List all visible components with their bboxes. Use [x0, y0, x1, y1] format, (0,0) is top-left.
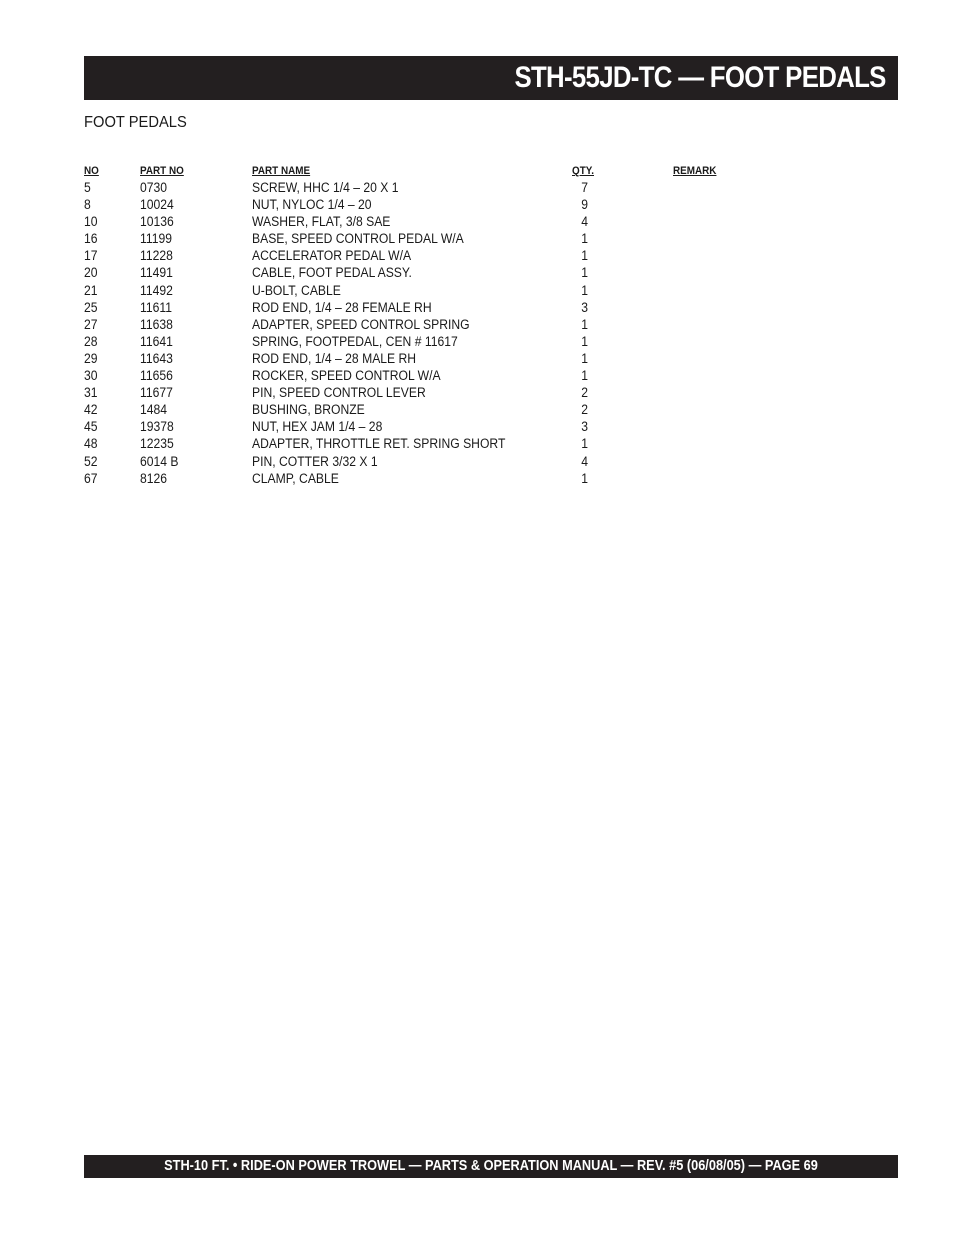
cell-part-no: 6014 B — [140, 453, 179, 469]
table-row — [84, 418, 784, 435]
cell-part-no: 10136 — [140, 214, 174, 230]
page-header-bar — [84, 56, 898, 100]
table-body — [84, 179, 784, 487]
table-row — [84, 350, 784, 367]
cell-no: 28 — [84, 333, 98, 349]
cell-qty: 1 — [581, 231, 588, 247]
cell-part-no: 11491 — [140, 265, 173, 281]
cell-part-name: ROD END, 1/4 – 28 MALE RH — [252, 350, 417, 366]
cell-qty: 1 — [581, 248, 588, 264]
cell-no: 42 — [84, 402, 98, 418]
table-row — [84, 367, 784, 384]
table-row — [84, 264, 784, 281]
cell-part-name: ACCELERATOR PEDAL W/A — [252, 248, 412, 264]
cell-part-name: NUT, NYLOC 1/4 – 20 — [252, 197, 372, 213]
cell-qty: 1 — [581, 368, 588, 384]
table-row — [84, 435, 784, 452]
cell-no: 27 — [84, 316, 98, 332]
cell-part-no: 11643 — [140, 350, 173, 366]
cell-qty: 1 — [581, 470, 588, 486]
cell-part-no: 1484 — [140, 402, 168, 418]
parts-table — [84, 163, 784, 487]
cell-no: 10 — [84, 214, 98, 230]
cell-no: 8 — [84, 197, 91, 213]
cell-part-name: SCREW, HHC 1/4 – 20 X 1 — [252, 180, 399, 195]
table-row — [84, 299, 784, 316]
cell-part-no: 0730 — [140, 180, 168, 195]
cell-part-name: ADAPTER, THROTTLE RET. SPRING SHORT — [252, 436, 506, 452]
cell-part-no: 11611 — [140, 299, 172, 315]
table-row — [84, 213, 784, 230]
cell-part-name: BUSHING, BRONZE — [252, 402, 365, 418]
cell-qty: 1 — [581, 265, 588, 281]
cell-qty: 4 — [581, 214, 588, 230]
cell-part-name: U-BOLT, CABLE — [252, 282, 341, 298]
cell-part-name: ROCKER, SPEED CONTROL W/A — [252, 368, 441, 384]
cell-qty: 1 — [581, 350, 588, 366]
cell-qty: 1 — [581, 316, 588, 332]
cell-part-no: 8126 — [140, 470, 168, 486]
cell-part-no: 11492 — [140, 282, 173, 298]
table-header-row — [84, 163, 784, 179]
table-row — [84, 453, 784, 470]
cell-part-no: 11656 — [140, 368, 173, 384]
cell-no: 21 — [84, 282, 98, 298]
table-row — [84, 282, 784, 299]
column-header-qty: QTY. — [572, 165, 595, 177]
column-header-part-no: PART NO — [140, 165, 184, 177]
cell-no: 17 — [84, 248, 98, 264]
section-title: FOOT PEDALS — [84, 114, 187, 131]
cell-qty: 1 — [581, 333, 588, 349]
cell-no: 30 — [84, 368, 98, 384]
cell-part-name: ROD END, 1/4 – 28 FEMALE RH — [252, 299, 432, 315]
cell-part-name: ADAPTER, SPEED CONTROL SPRING — [252, 316, 470, 332]
column-header-no: NO — [84, 165, 99, 177]
table-row — [84, 196, 784, 213]
cell-no: 31 — [84, 385, 98, 401]
cell-no: 52 — [84, 453, 98, 469]
cell-no: 16 — [84, 231, 98, 247]
cell-qty: 4 — [581, 453, 588, 469]
cell-no: 45 — [84, 419, 98, 435]
cell-part-no: 11677 — [140, 385, 173, 401]
cell-no: 67 — [84, 470, 98, 486]
cell-part-name: BASE, SPEED CONTROL PEDAL W/A — [252, 231, 464, 247]
cell-part-name: NUT, HEX JAM 1/4 – 28 — [252, 419, 383, 435]
cell-no: 20 — [84, 265, 98, 281]
table-row — [84, 470, 784, 487]
cell-part-name: PIN, SPEED CONTROL LEVER — [252, 385, 426, 401]
cell-part-no: 19378 — [140, 419, 174, 435]
table-row — [84, 316, 784, 333]
page-footer-text: STH-10 FT. • RIDE-ON POWER TROWEL — PARTS & OPERATION MANUAL — REV. #5 (06/08/05) — PAGE 69 — [164, 1158, 818, 1174]
table-row — [84, 230, 784, 247]
cell-part-no: 11638 — [140, 316, 173, 332]
cell-part-name: SPRING, FOOTPEDAL, CEN # 11617 — [252, 333, 458, 349]
column-header-part-name: PART NAME — [252, 165, 311, 177]
table-row — [84, 401, 784, 418]
table-row — [84, 384, 784, 401]
cell-no: 5 — [84, 180, 91, 195]
cell-no: 29 — [84, 350, 98, 366]
cell-part-name: PIN, COTTER 3/32 X 1 — [252, 453, 378, 469]
table-row — [84, 247, 784, 264]
cell-no: 48 — [84, 436, 98, 452]
column-header-remark: REMARK — [673, 165, 717, 177]
cell-part-no: 10024 — [140, 197, 174, 213]
cell-qty: 9 — [581, 197, 588, 213]
table-row — [84, 179, 784, 196]
page-title: STH-55JD-TC — FOOT PEDALS — [514, 61, 886, 94]
cell-qty: 1 — [581, 282, 588, 298]
cell-qty: 7 — [581, 180, 588, 195]
cell-part-no: 11641 — [140, 333, 173, 349]
cell-qty: 3 — [581, 299, 588, 315]
cell-part-name: WASHER, FLAT, 3/8 SAE — [252, 214, 391, 230]
cell-qty: 2 — [581, 402, 588, 418]
cell-part-no: 12235 — [140, 436, 174, 452]
table-row — [84, 333, 784, 350]
cell-part-no: 11228 — [140, 248, 173, 264]
cell-qty: 3 — [581, 419, 588, 435]
cell-no: 25 — [84, 299, 98, 315]
cell-qty: 1 — [581, 436, 588, 452]
page-footer-bar — [84, 1155, 898, 1178]
cell-qty: 2 — [581, 385, 588, 401]
cell-part-name: CLAMP, CABLE — [252, 470, 339, 486]
cell-part-name: CABLE, FOOT PEDAL ASSY. — [252, 265, 412, 281]
cell-part-no: 11199 — [140, 231, 172, 247]
